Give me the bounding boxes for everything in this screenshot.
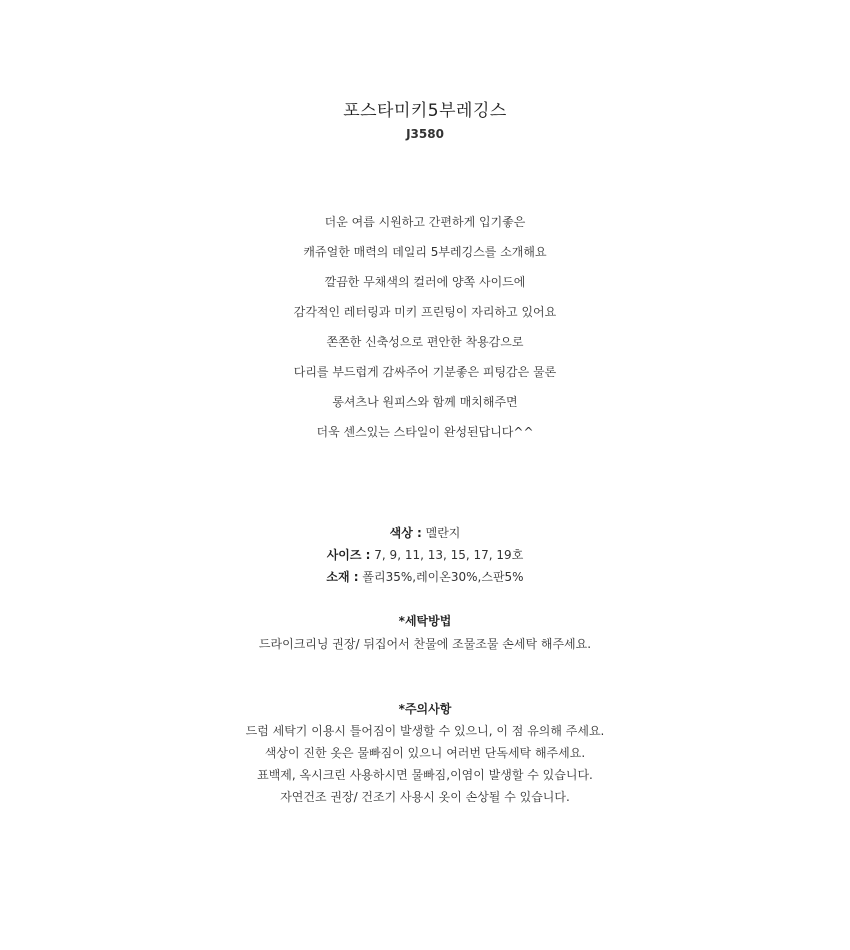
spec-material-value: 폴리35%,레이온30%,스판5%	[362, 570, 524, 584]
spec-color-label: 색상 :	[389, 526, 422, 540]
product-title: 포스타미키5부레깅스	[343, 101, 507, 121]
washing-heading: *세탁방법	[398, 614, 452, 628]
caution-line: 자연건조 권장/ 건조기 사용시 옷이 손상될 수 있습니다.	[280, 790, 570, 804]
description-line: 더운 여름 시원하고 간편하게 입기좋은	[324, 215, 526, 229]
spec-size-label: 사이즈 :	[326, 548, 371, 562]
spec-material-label: 소재 :	[326, 570, 359, 584]
description-line: 롱셔츠나 원피스와 함께 매치해주면	[332, 395, 518, 409]
caution-line: 드럼 세탁기 이용시 틀어짐이 발생할 수 있으니, 이 점 유의해 주세요.	[245, 724, 605, 738]
product-code: J3580	[406, 127, 444, 141]
spec-size	[0, 547, 850, 563]
spec-material	[0, 569, 850, 585]
description-line: 더욱 센스있는 스타일이 완성된답니다^^	[316, 425, 534, 439]
description-line: 깔끔한 무채색의 컬러에 양쪽 사이드에	[324, 275, 526, 289]
spec-color	[0, 525, 850, 541]
caution-heading: *주의사항	[398, 702, 452, 716]
washing-text: 드라이크리닝 권장/ 뒤집어서 찬물에 조물조물 손세탁 해주세요.	[258, 637, 592, 651]
spec-size-value: 7, 9, 11, 13, 15, 17, 19호	[374, 548, 524, 562]
spec-color-value: 멜란지	[425, 526, 461, 540]
description-line: 감각적인 레터링과 미키 프린팅이 자리하고 있어요	[293, 305, 557, 319]
description-line: 쫀쫀한 신축성으로 편안한 착용감으로	[326, 335, 524, 349]
description-line: 다리를 부드럽게 감싸주어 기분좋은 피팅감은 물론	[293, 365, 557, 379]
description-line: 캐쥬얼한 매력의 데일리 5부레깅스를 소개해요	[303, 245, 547, 259]
caution-line: 색상이 진한 옷은 물빠짐이 있으니 여러번 단독세탁 해주세요.	[264, 746, 586, 760]
caution-line: 표백제, 옥시크린 사용하시면 물빠짐,이염이 발생할 수 있습니다.	[257, 768, 593, 782]
